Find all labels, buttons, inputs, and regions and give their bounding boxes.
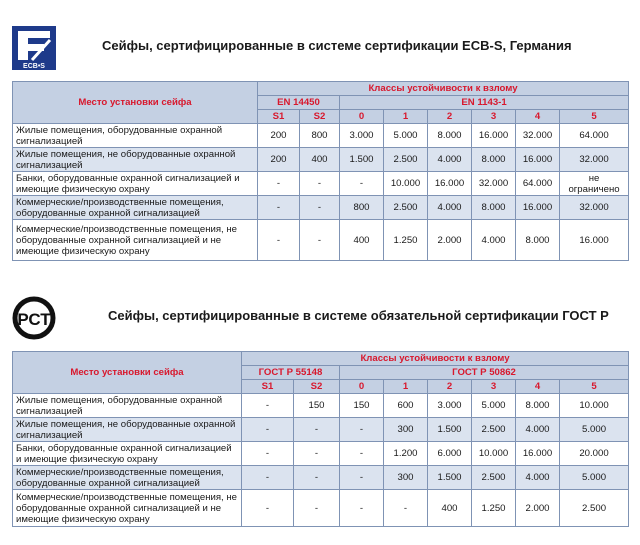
gost-table <box>12 351 629 527</box>
value-cell: 800 <box>300 124 340 148</box>
value-cell: 64.000 <box>516 172 560 196</box>
class-label: 0 <box>340 380 384 394</box>
value-cell: 1.500 <box>340 148 384 172</box>
class-label: 3 <box>472 110 516 124</box>
place-cell: Банки, оборудованные охранной сигнализацией и имеющие физическую охрану <box>13 172 258 196</box>
class-label: 3 <box>472 380 516 394</box>
standard-b-header: EN 1143-1 <box>340 96 629 110</box>
value-cell: 400 <box>428 490 472 527</box>
svg-text:РСТ: РСТ <box>17 310 51 329</box>
value-cell: 1.250 <box>472 490 516 527</box>
value-cell: 5.000 <box>384 124 428 148</box>
value-cell: 1.500 <box>428 418 472 442</box>
table-row <box>13 124 629 148</box>
value-cell: - <box>340 418 384 442</box>
value-cell: 200 <box>258 148 300 172</box>
class-label: 1 <box>384 380 428 394</box>
value-cell: 16.000 <box>560 220 629 261</box>
gost-title: Сейфы, сертифицированные в системе обязательной сертификации ГОСТ Р <box>108 308 609 323</box>
value-cell: 16.000 <box>516 148 560 172</box>
class-label: 4 <box>516 380 560 394</box>
value-cell: - <box>384 490 428 527</box>
value-cell: 2.500 <box>560 490 629 527</box>
ecbs-title: Сейфы, сертифицированные в системе сертификации ECB-S, Германия <box>102 38 572 53</box>
value-cell: 6.000 <box>428 442 472 466</box>
value-cell: 16.000 <box>428 172 472 196</box>
place-cell: Банки, оборудованные охранной сигнализацией и имеющие физическую охрану <box>13 442 242 466</box>
value-cell: - <box>242 466 294 490</box>
value-cell: 10.000 <box>384 172 428 196</box>
value-cell: - <box>294 418 340 442</box>
place-cell: Жилые помещения, не оборудованные охранной сигнализацией <box>13 148 258 172</box>
value-cell: 800 <box>340 196 384 220</box>
value-cell: 3.000 <box>428 394 472 418</box>
classes-header: Классы устойчивости к взлому <box>258 82 629 96</box>
class-label: 2 <box>428 380 472 394</box>
value-cell: 2.500 <box>384 148 428 172</box>
table-row <box>13 490 629 527</box>
place-cell: Коммерческие/производственные помещения, не оборудованные охранной сигнализацией и не имеющие физическую охрану <box>13 490 242 527</box>
value-cell: - <box>242 442 294 466</box>
value-cell: 200 <box>258 124 300 148</box>
value-cell: - <box>258 220 300 261</box>
value-cell: 4.000 <box>428 148 472 172</box>
value-cell: 8.000 <box>516 220 560 261</box>
place-cell: Жилые помещения, оборудованные охранной сигнализацией <box>13 394 242 418</box>
value-cell: 150 <box>294 394 340 418</box>
place-cell: Коммерческие/производственные помещения, не оборудованные охранной сигнализацией и не имеющие физическую охрану <box>13 220 258 261</box>
value-cell: - <box>340 172 384 196</box>
value-cell: - <box>340 466 384 490</box>
value-cell: - <box>294 466 340 490</box>
value-cell: 8.000 <box>516 394 560 418</box>
value-cell: 1.500 <box>428 466 472 490</box>
value-cell: 400 <box>300 148 340 172</box>
value-cell: 4.000 <box>516 466 560 490</box>
table-row <box>13 220 629 261</box>
value-cell: 2.000 <box>516 490 560 527</box>
value-cell: 300 <box>384 418 428 442</box>
table-row <box>13 442 629 466</box>
class-label: S1 <box>258 110 300 124</box>
value-cell: 16.000 <box>516 196 560 220</box>
value-cell: 4.000 <box>472 220 516 261</box>
class-label: 5 <box>560 380 629 394</box>
value-cell: 5.000 <box>472 394 516 418</box>
place-cell: Коммерческие/производственные помещения, оборудованные охранной сигнализацией <box>13 466 242 490</box>
value-cell: - <box>242 490 294 527</box>
value-cell: 300 <box>384 466 428 490</box>
gost-logo <box>12 296 72 340</box>
value-cell: 10.000 <box>560 394 629 418</box>
place-header: Место установки сейфа <box>13 82 258 124</box>
value-cell: 64.000 <box>560 124 629 148</box>
value-cell: 1.250 <box>384 220 428 261</box>
place-cell: Жилые помещения, не оборудованные охранной сигнализацией <box>13 418 242 442</box>
standard-a-header: ГОСТ Р 55148 <box>242 366 340 380</box>
class-label: 2 <box>428 110 472 124</box>
value-cell: - <box>294 490 340 527</box>
value-cell: - <box>258 172 300 196</box>
class-label: 4 <box>516 110 560 124</box>
value-cell: не ограничено <box>560 172 629 196</box>
value-cell: 2.500 <box>472 466 516 490</box>
value-cell: 1.200 <box>384 442 428 466</box>
class-label: S2 <box>300 110 340 124</box>
value-cell: - <box>258 196 300 220</box>
value-cell: 32.000 <box>560 148 629 172</box>
value-cell: 3.000 <box>340 124 384 148</box>
value-cell: 32.000 <box>516 124 560 148</box>
gost-heading <box>12 296 628 340</box>
ecbs-table <box>12 81 629 261</box>
value-cell: 400 <box>340 220 384 261</box>
gost-section <box>12 296 628 525</box>
value-cell: 2.500 <box>384 196 428 220</box>
class-label: S1 <box>242 380 294 394</box>
value-cell: - <box>300 196 340 220</box>
table-row <box>13 148 629 172</box>
classes-header: Классы устойчивости к взлому <box>242 352 629 366</box>
class-label: 1 <box>384 110 428 124</box>
ecbs-heading <box>12 26 628 70</box>
value-cell: 16.000 <box>516 442 560 466</box>
value-cell: - <box>300 172 340 196</box>
ecbs-section <box>12 26 628 257</box>
ecbs-logo <box>12 26 56 70</box>
table-row <box>13 196 629 220</box>
table-row <box>13 418 629 442</box>
value-cell: - <box>294 442 340 466</box>
value-cell: - <box>242 394 294 418</box>
value-cell: 8.000 <box>428 124 472 148</box>
place-cell: Коммерческие/производственные помещения, оборудованные охранной сигнализацией <box>13 196 258 220</box>
class-label: 5 <box>560 110 629 124</box>
value-cell: 2.000 <box>428 220 472 261</box>
value-cell: 10.000 <box>472 442 516 466</box>
standard-a-header: EN 14450 <box>258 96 340 110</box>
table-row <box>13 172 629 196</box>
place-cell: Жилые помещения, оборудованные охранной сигнализацией <box>13 124 258 148</box>
place-header: Место установки сейфа <box>13 352 242 394</box>
value-cell: - <box>340 490 384 527</box>
value-cell: 20.000 <box>560 442 629 466</box>
value-cell: 16.000 <box>472 124 516 148</box>
standard-b-header: ГОСТ Р 50862 <box>340 366 629 380</box>
value-cell: 5.000 <box>560 418 629 442</box>
value-cell: 32.000 <box>560 196 629 220</box>
value-cell: 32.000 <box>472 172 516 196</box>
value-cell: 150 <box>340 394 384 418</box>
value-cell: - <box>340 442 384 466</box>
value-cell: 4.000 <box>428 196 472 220</box>
svg-text:ECB•S: ECB•S <box>23 63 45 70</box>
table-row <box>13 394 629 418</box>
class-label: 0 <box>340 110 384 124</box>
table-row <box>13 466 629 490</box>
value-cell: - <box>300 220 340 261</box>
value-cell: 5.000 <box>560 466 629 490</box>
class-label: S2 <box>294 380 340 394</box>
value-cell: 4.000 <box>516 418 560 442</box>
value-cell: 8.000 <box>472 148 516 172</box>
value-cell: 8.000 <box>472 196 516 220</box>
value-cell: - <box>242 418 294 442</box>
value-cell: 600 <box>384 394 428 418</box>
value-cell: 2.500 <box>472 418 516 442</box>
